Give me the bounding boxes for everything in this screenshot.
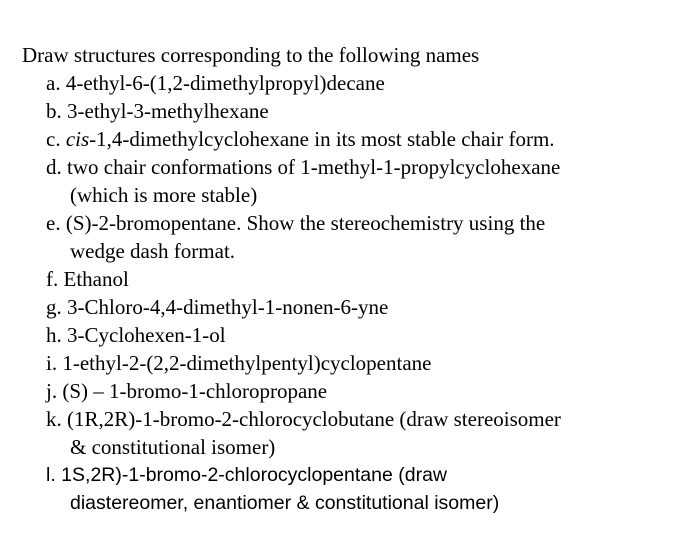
question-text-line1: two chair conformations of 1-methyl-1-propylcyclohexane xyxy=(67,155,561,179)
question-e xyxy=(22,209,682,265)
question-marker: k. xyxy=(46,407,62,431)
question-g xyxy=(22,293,682,321)
question-marker: g. xyxy=(46,295,62,319)
question-l xyxy=(22,461,682,517)
question-text: -1,4-dimethylcyclohexane in its most stable chair form. xyxy=(89,127,555,151)
question-text: 1-ethyl-2-(2,2-dimethylpentyl)cyclopentane xyxy=(62,351,432,375)
question-marker: l. xyxy=(46,464,56,486)
question-text-line2: & constitutional isomer) xyxy=(70,435,276,459)
question-j xyxy=(22,377,682,405)
question-text-line1: 1S,2R)-1-bromo-2-chlorocyclopentane (draw xyxy=(61,464,448,486)
question-text: 3-Cyclohexen-1-ol xyxy=(67,323,226,347)
question-marker: b. xyxy=(46,99,62,123)
question-text-line2: (which is more stable) xyxy=(70,183,258,207)
question-marker: f. xyxy=(46,267,59,291)
question-c xyxy=(22,125,682,153)
question-b xyxy=(22,97,682,125)
problem-heading: Draw structures corresponding to the following names xyxy=(22,43,480,67)
question-marker: a. xyxy=(46,71,61,95)
question-marker: i. xyxy=(46,351,58,375)
question-marker: c. xyxy=(46,127,61,151)
question-marker: d. xyxy=(46,155,62,179)
question-text: 3-ethyl-3-methylhexane xyxy=(67,99,269,123)
question-marker: j. xyxy=(46,379,58,403)
question-text-line1: (S)-2-bromopentane. Show the stereochemistry using the xyxy=(65,211,546,235)
question-a xyxy=(22,69,682,97)
question-italic-prefix: cis xyxy=(65,127,90,151)
question-marker: h. xyxy=(46,323,62,347)
question-d xyxy=(22,153,682,209)
question-k xyxy=(22,405,682,461)
question-marker: e. xyxy=(46,211,61,235)
question-text: (S) – 1-bromo-1-chloropropane xyxy=(62,379,328,403)
question-i xyxy=(22,349,682,377)
question-text: Ethanol xyxy=(63,267,129,291)
question-text-line2: wedge dash format. xyxy=(70,239,236,263)
problem-set xyxy=(22,41,682,517)
question-h xyxy=(22,321,682,349)
question-text: 4-ethyl-6-(1,2-dimethylpropyl)decane xyxy=(65,71,385,95)
question-text-line2: diastereomer, enantiomer & constitutional isomer) xyxy=(70,492,500,514)
question-text-line1: (1R,2R)-1-bromo-2-chlorocyclobutane (draw stereoisomer xyxy=(67,407,561,431)
question-list xyxy=(22,69,682,517)
question-f xyxy=(22,265,682,293)
question-text: 3-Chloro-4,4-dimethyl-1-nonen-6-yne xyxy=(67,295,389,319)
